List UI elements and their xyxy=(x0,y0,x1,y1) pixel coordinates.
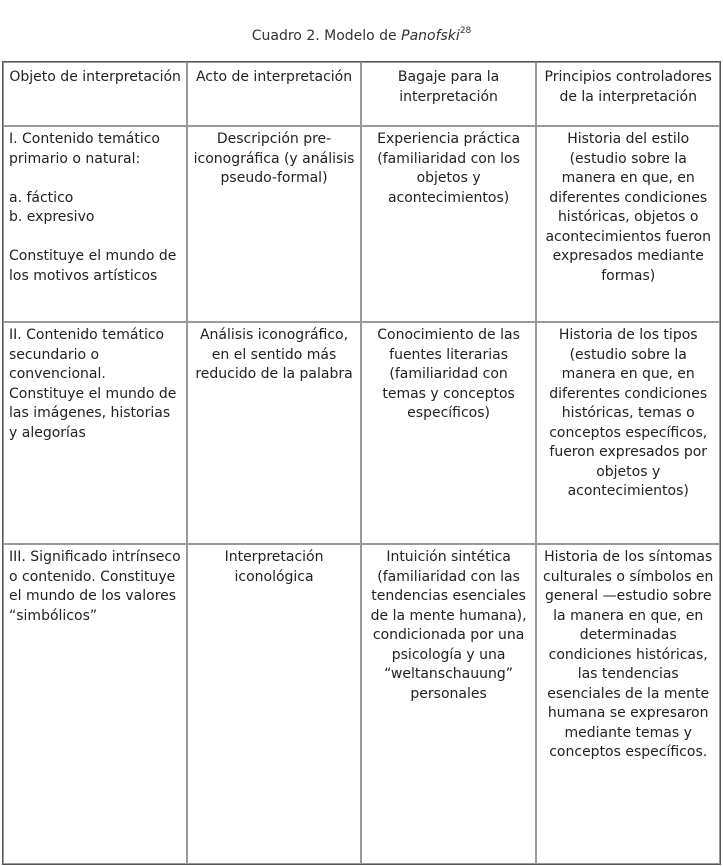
header-cell-background: Bagaje para la interpretación xyxy=(361,62,537,126)
table-row xyxy=(3,126,720,322)
header-cell-object: Objeto de interpretación xyxy=(3,62,187,126)
table-cell-object: III. Significado intrínseco o contenido. Constituye el mundo de los valores “simbólicos” xyxy=(3,544,187,864)
header-row xyxy=(3,62,720,126)
table-cell-principles: Historia de los tipos (estudio sobre la manera en que, en diferentes condiciones históricas, temas o conceptos específicos, fueron expresados por objetos y acontecimientos) xyxy=(536,322,720,544)
table-cell-background: Conocimiento de las fuentes literarias (familiaridad con temas y conceptos específicos) xyxy=(361,322,537,544)
panofski-model-table xyxy=(2,61,721,865)
header-cell-act: Acto de interpretación xyxy=(187,62,360,126)
caption-prefix: Cuadro 2. Modelo de xyxy=(251,28,402,44)
table-row xyxy=(3,544,720,864)
table-cell-act: Interpretación iconológica xyxy=(187,544,360,864)
table-cell-act: Descripción pre-iconográfica (y análisis pseudo-formal) xyxy=(187,126,360,322)
table-cell-principles: Historia de los síntomas culturales o símbolos en general —estudio sobre la manera en que, en determinadas condiciones históricas, las tendencias esenciales de la mente humana se expresaron mediante temas y conceptos específicos. xyxy=(536,544,720,864)
table-cell-act: Análisis iconográfico, en el sentido más reducido de la palabra xyxy=(187,322,360,544)
caption-footnote: 28 xyxy=(459,26,472,36)
table-cell-object: II. Contenido temático secundario o convencional. Constituye el mundo de las imágenes, historias y alegorías xyxy=(3,322,187,544)
caption-italic: Panofski xyxy=(401,28,460,44)
table-cell-background: Intuición sintética (familiaridad con las tendencias esenciales de la mente humana), condicionada por una psicología y una “weltanschauung” personales xyxy=(361,544,537,864)
table-caption xyxy=(0,28,723,44)
header-cell-principles: Principios controladores de la interpretación xyxy=(536,62,720,126)
table-cell-principles: Historia del estilo (estudio sobre la manera en que, en diferentes condiciones históricas, objetos o acontecimientos fueron expresados mediante formas) xyxy=(536,126,720,322)
table-cell-background: Experiencia práctica (familiaridad con los objetos y acontecimientos) xyxy=(361,126,537,322)
table-row xyxy=(3,322,720,544)
table-cell-object: I. Contenido temático primario o natural: a. fáctico b. expresivo Constituye el mundo de los motivos artísticos xyxy=(3,126,187,322)
